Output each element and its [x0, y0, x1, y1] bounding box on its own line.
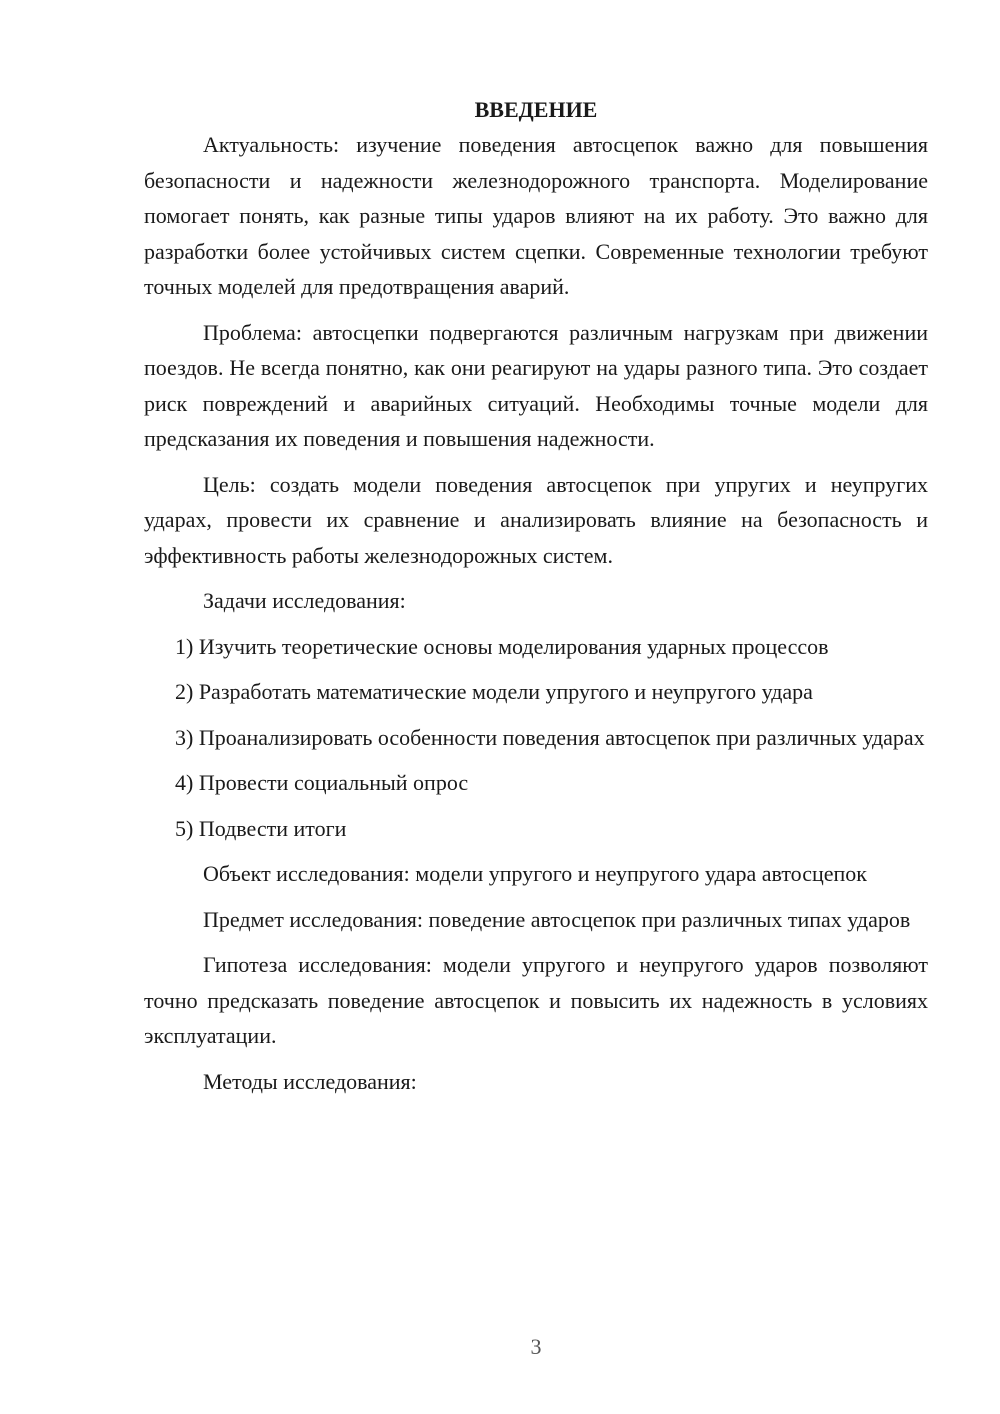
paragraph-relevance: Актуальность: изучение поведения автосцепок важно для повышения безопасности и надежности железнодорожного транспорта. Моделирование помогает понять, как разные типы ударов влияют на их работу. Это важно для разработки более устойчивых систем сцепки. Современные технологии требуют точных моделей для предотвращения аварий. [144, 132, 928, 299]
task-item-1: 1) Изучить теоретические основы моделирования ударных процессов [175, 633, 829, 659]
paragraph-hypothesis: Гипотеза исследования: модели упругого и неупругого ударов позволяют точно предсказать поведение автосцепок и повысить их надежность в условиях эксплуатации. [144, 952, 928, 1048]
paragraph-subject: Предмет исследования: поведение автосцепок при различных типах ударов [203, 906, 911, 932]
task-item-4: 4) Провести социальный опрос [175, 770, 469, 795]
paragraph-methods-heading: Методы исследования: [203, 1068, 417, 1094]
paragraph-object: Объект исследования: модели упругого и неупругого удара автосцепок [203, 861, 867, 886]
paragraph-goal: Цель: создать модели поведения автосцепок при упругих и неупругих ударах, провести их сравнение и анализировать влияние на безопасность и эффективность работы железнодорожных систем. [144, 471, 928, 568]
page-number: 3 [530, 1334, 542, 1359]
task-item-2: 2) Разработать математические модели упругого и неупругого удара [175, 679, 813, 704]
section-title: ВВЕДЕНИЕ [474, 97, 598, 122]
task-item-3: 3) Проанализировать особенности поведения автосцепок при различных ударах [175, 724, 925, 750]
page-content [144, 92, 928, 1109]
task-item-5: 5) Подвести итоги [175, 815, 347, 841]
paragraph-tasks-heading: Задачи исследования: [203, 588, 406, 613]
paragraph-problem: Проблема: автосцепки подвергаются различным нагрузкам при движении поездов. Не всегда понятно, как они реагируют на удары разного типа. Это создает риск повреждений и аварийных ситуаций. Необходимы точные модели для предсказания их поведения и повышения надежности. [144, 319, 928, 451]
